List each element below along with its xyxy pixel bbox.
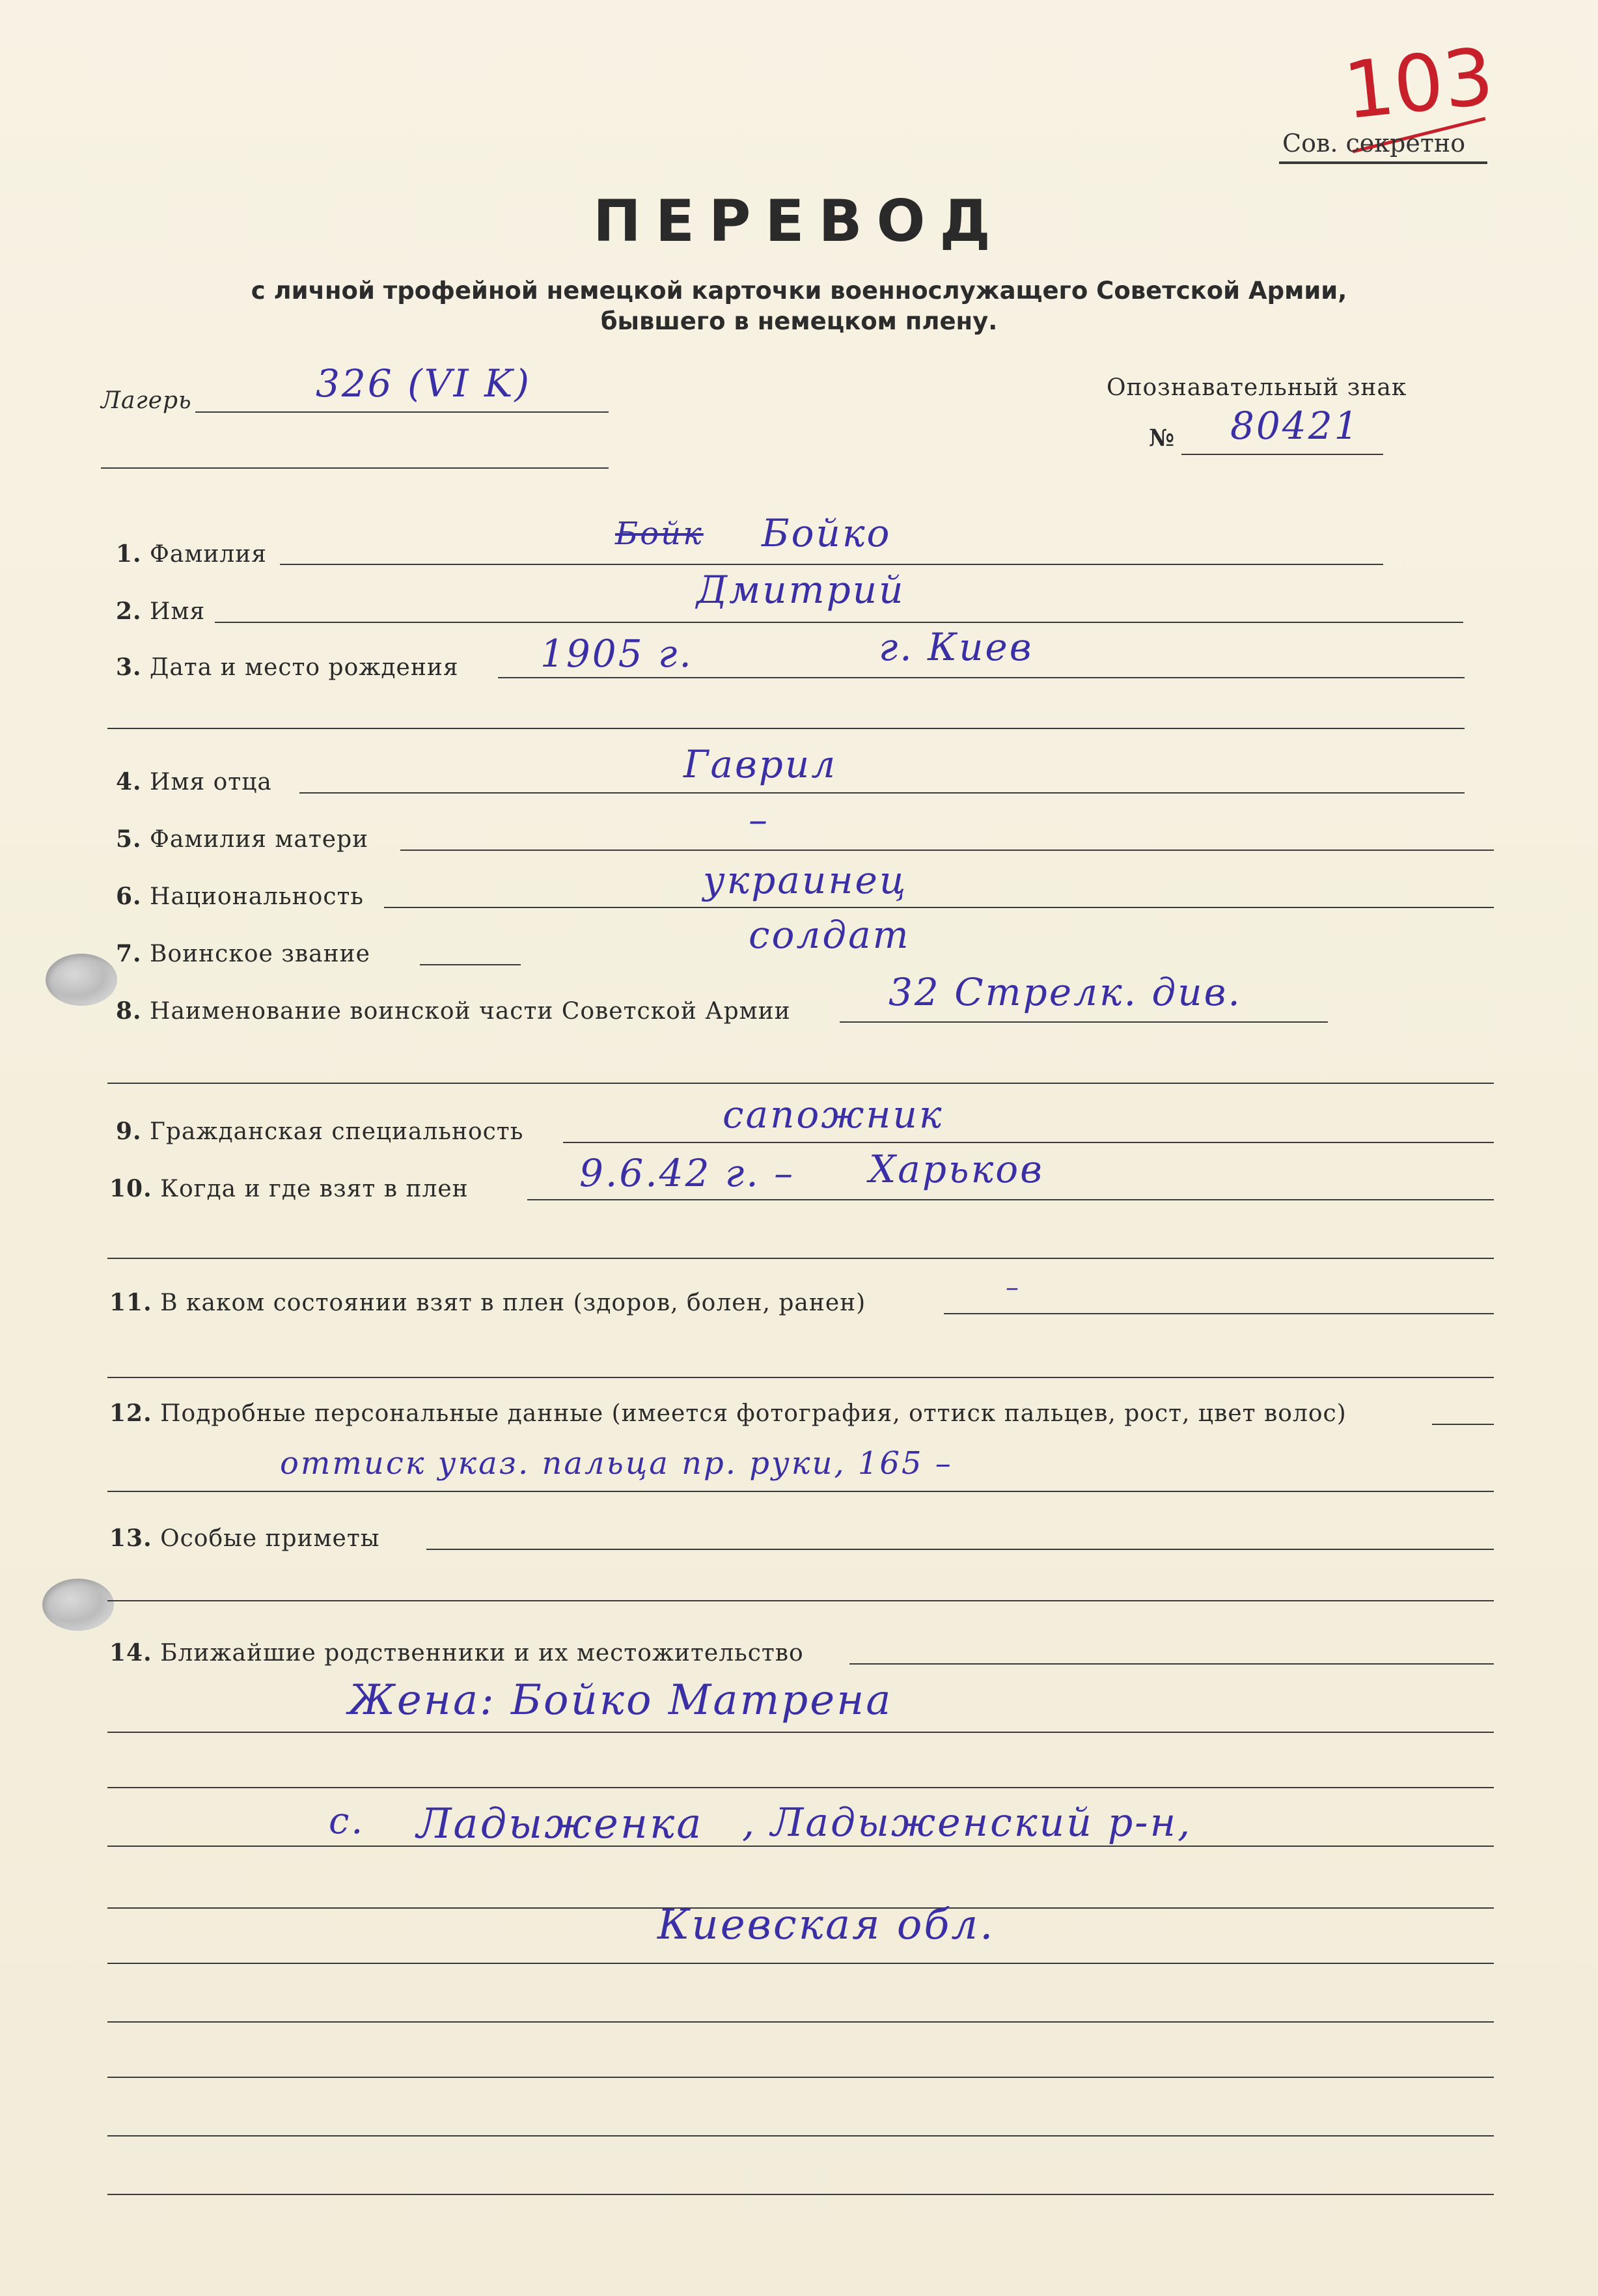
field-11-text: В каком состоянии взят в плен (здоров, болен, ранен) (160, 1290, 866, 1316)
field-12-label (109, 1400, 1347, 1427)
field-1-label (116, 540, 267, 568)
field-6-number: 6. (116, 883, 142, 910)
archive-number: 103 (1340, 31, 1498, 137)
field-14-rule-2 (107, 1732, 1494, 1733)
field-6-value: украинец (703, 858, 908, 902)
field-5-label (116, 825, 368, 853)
field-11-label (109, 1289, 866, 1316)
field-5-text: Фамилия матери (150, 826, 369, 853)
field-3-value-date: 1905 г. (540, 631, 693, 676)
document-subtitle-line2: бывшего в немецком плену. (600, 307, 998, 335)
field-5-number: 5. (116, 825, 142, 853)
field-8-label (116, 997, 791, 1025)
field-4-number: 4. (116, 768, 142, 795)
field-1-value: Бойко (762, 511, 892, 555)
field-10-value-place: Харьков (869, 1147, 1044, 1191)
field-1-struck-value: Бойк (615, 516, 704, 552)
field-2-text: Имя (150, 598, 206, 625)
field-14-label (109, 1639, 804, 1667)
field-12-rule-2 (107, 1491, 1494, 1492)
field-8-value: 32 Стрелк. див. (889, 970, 1242, 1014)
field-11-rule-2 (107, 1377, 1494, 1378)
document-title: ПЕРЕВОД (593, 187, 1005, 255)
id-label: Опознавательный знак (1107, 374, 1407, 401)
field-7-label (116, 940, 370, 967)
field-3-rule-2 (107, 728, 1465, 729)
document-subtitle-line1: с личной трофейной немецкой карточки военнослужащего Советской Армии, (251, 277, 1347, 305)
field-5-rule (400, 850, 1494, 851)
field-8-text: Наименование воинской части Советской Армии (150, 998, 791, 1025)
camp-label: Лагерь (101, 387, 192, 414)
field-14-value-village: Ладыженка (417, 1800, 704, 1848)
field-9-number: 9. (116, 1118, 142, 1145)
field-14-rule (849, 1663, 1494, 1665)
field-8-rule-2 (107, 1083, 1494, 1084)
field-10-label (109, 1175, 469, 1202)
field-7-rule (420, 964, 521, 965)
field-7-number: 7. (116, 940, 142, 967)
field-9-rule (563, 1142, 1494, 1143)
field-3-label (116, 654, 459, 681)
field-5-value: – (749, 797, 769, 842)
field-14-rule-7 (107, 2021, 1494, 2023)
field-14-rule-10 (107, 2194, 1494, 2195)
field-14-rule-4 (107, 1846, 1494, 1847)
field-12-rule (1432, 1424, 1494, 1425)
field-10-rule-2 (107, 1258, 1494, 1259)
field-3-rule (498, 677, 1465, 678)
field-12-value: оттиск указ. пальца пр. руки, 165 – (280, 1445, 953, 1482)
field-6-text: Национальность (150, 883, 364, 910)
field-14-rule-3 (107, 1787, 1494, 1788)
field-10-rule (527, 1199, 1494, 1200)
field-14-number: 14. (109, 1639, 152, 1667)
field-9-value: сапожник (723, 1092, 944, 1137)
field-13-rule (426, 1549, 1494, 1550)
field-8-number: 8. (116, 997, 142, 1025)
field-4-text: Имя отца (150, 769, 272, 795)
field-2-number: 2. (116, 598, 142, 625)
camp-rule (195, 411, 609, 413)
punch-hole-bottom (42, 1579, 114, 1631)
field-10-number: 10. (109, 1175, 152, 1202)
field-7-text: Воинское звание (150, 941, 370, 967)
field-12-text: Подробные персональные данные (имеется фотография, оттиск пальцев, рост, цвет волос) (160, 1400, 1347, 1427)
field-7-value: солдат (749, 913, 911, 957)
field-14-value-district: , Ладыженский р-н, (742, 1800, 1192, 1846)
field-11-value: – (1006, 1273, 1021, 1303)
field-13-number: 13. (109, 1525, 152, 1552)
field-13-label (109, 1525, 379, 1552)
field-11-number: 11. (109, 1289, 152, 1316)
field-4-label (116, 768, 272, 795)
field-2-rule (215, 622, 1463, 623)
field-9-label (116, 1118, 523, 1145)
field-14-rule-9 (107, 2135, 1494, 2137)
field-14-value-region: Киевская обл. (657, 1901, 995, 1949)
id-rule (1181, 454, 1383, 455)
id-prefix: № (1149, 424, 1176, 452)
field-11-rule (944, 1313, 1494, 1314)
field-2-value: Дмитрий (696, 568, 905, 612)
field-1-text: Фамилия (150, 541, 267, 568)
field-14-rule-6 (107, 1963, 1494, 1964)
field-10-value-date: 9.6.42 г. – (579, 1151, 795, 1195)
field-13-rule-2 (107, 1600, 1494, 1601)
field-8-rule (840, 1021, 1328, 1023)
field-13-text: Особые приметы (160, 1525, 380, 1552)
field-1-number: 1. (116, 540, 142, 568)
field-2-label (116, 598, 205, 625)
field-3-number: 3. (116, 654, 142, 681)
field-1-rule (280, 564, 1383, 565)
field-4-value: Гаврил (683, 742, 838, 786)
field-14-rule-8 (107, 2077, 1494, 2078)
camp-value: 326 (VI K) (316, 361, 531, 406)
classification-underline (1279, 161, 1487, 164)
field-12-number: 12. (109, 1400, 152, 1427)
camp-rule-2 (101, 467, 609, 469)
field-3-text: Дата и место рождения (150, 654, 459, 681)
field-14-text: Ближайшие родственники и их местожительство (160, 1640, 804, 1667)
field-9-text: Гражданская специальность (150, 1118, 524, 1145)
field-14-value-line1: Жена: Бойко Матрена (348, 1676, 893, 1724)
classification-stamp: Сов. секретно (1282, 129, 1466, 158)
id-value: 80421 (1230, 404, 1360, 448)
field-6-rule (384, 907, 1494, 908)
field-3-value-place: г. Киев (879, 625, 1034, 669)
field-4-rule (299, 792, 1465, 794)
field-14-value-village-prefix: с. (329, 1800, 365, 1842)
punch-hole-top (46, 954, 117, 1006)
field-6-label (116, 883, 364, 910)
field-10-text: Когда и где взят в плен (160, 1176, 469, 1202)
